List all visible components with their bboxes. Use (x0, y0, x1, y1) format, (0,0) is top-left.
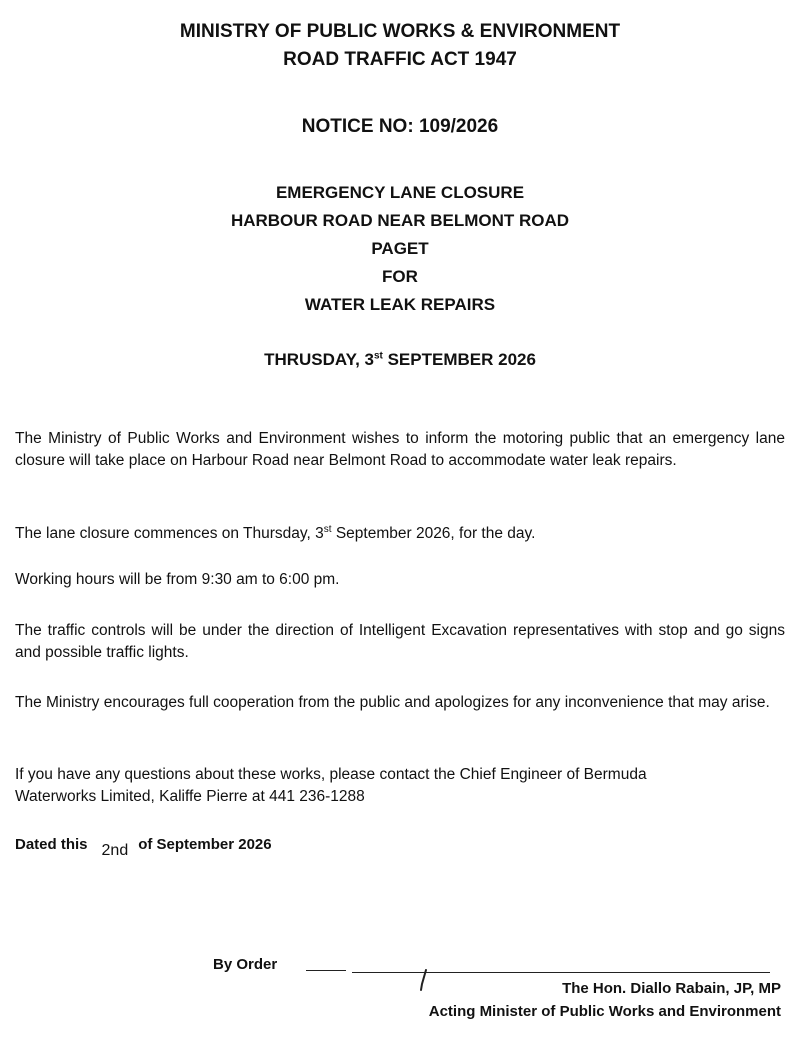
body-paragraph-3: Working hours will be from 9:30 am to 6:00 pm. (15, 571, 340, 588)
notice-number: NOTICE NO: 109/2026 (301, 116, 499, 137)
body-paragraph-6-line-2: Waterworks Limited, Kaliffe Pierre at 441 236-1288 (15, 788, 365, 805)
body-paragraph-2-prefix: The lane closure commences on Thursday, 3 (15, 525, 324, 542)
signatory-name: The Hon. Diallo Rabain, JP, MP (562, 980, 781, 997)
dated-prefix: Dated this (15, 836, 88, 853)
ministry-header (0, 18, 800, 74)
title-line-2: HARBOUR ROAD NEAR BELMONT ROAD (230, 211, 570, 230)
event-date-ordinal: st (373, 350, 383, 362)
event-date-rest: SEPTEMBER 2026 (382, 350, 536, 369)
body-paragraph-2-rest: September 2026, for the day. (331, 525, 536, 542)
dated-suffix: of September 2026 (138, 836, 272, 853)
event-date-prefix: THRUSDAY, 3 (264, 350, 374, 369)
notice-title (0, 179, 800, 319)
body-paragraph-5: The Ministry encourages full cooperation from the public and apologizes for any inconvenience that may arise. (15, 694, 770, 711)
title-line-5: WATER LEAK REPAIRS (304, 295, 496, 314)
signatory-title: Acting Minister of Public Works and Environment (428, 1003, 781, 1020)
title-line-1: EMERGENCY LANE CLOSURE (275, 183, 525, 202)
dated-line (15, 834, 272, 859)
title-line-3: PAGET (371, 239, 429, 258)
body-paragraph-6-line-1: If you have any questions about these works, please contact the Chief Engineer of Bermuda (15, 766, 647, 783)
event-date (0, 346, 800, 374)
body-paragraph-4: The traffic controls will be under the direction of Intelligent Excavation representatives with stop and go signs and possible traffic lights. (15, 622, 785, 661)
ministry-name: MINISTRY OF PUBLIC WORKS & ENVIRONMENT (179, 21, 621, 42)
body-paragraph-2-ordinal: st (323, 523, 332, 535)
signature-line-short (306, 970, 346, 971)
dated-day: 2nd (101, 842, 129, 859)
by-order-label: By Order (213, 956, 278, 973)
body-paragraph-1: The Ministry of Public Works and Environment wishes to inform the motoring public that an emergency lane closure will take place on Harbour Road near Belmont Road to accommodate water leak repairs. (15, 430, 785, 469)
act-name: ROAD TRAFFIC ACT 1947 (283, 49, 517, 70)
title-line-4: FOR (382, 267, 418, 286)
body-paragraph-2 (15, 523, 785, 545)
body-paragraph-6 (15, 764, 785, 808)
signature-mark (404, 968, 434, 992)
